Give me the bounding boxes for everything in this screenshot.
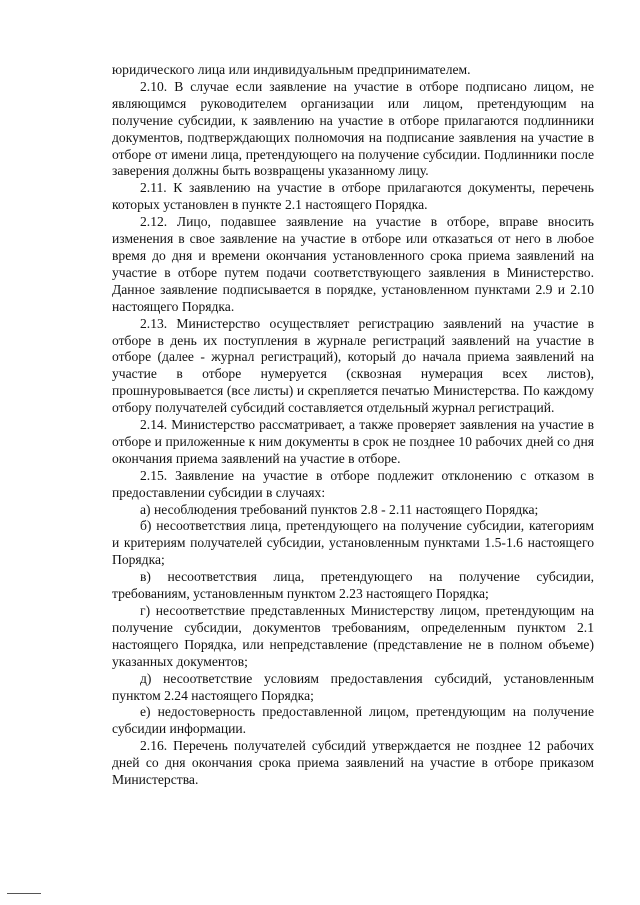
paragraph-2-10: 2.10. В случае если заявление на участие в отборе подписано лицом, не являющимся руководителем организации или лицом, претендующим на получение субсидии, к заявлению на участие в отборе прилагаются подлинники документов, подтверждающих полномочия на подписание заявления на участие в отборе от имени лица, претендующего на получение субсидии. Подлинники после заверения должны быть возвращены указанному лицу. [112,78,594,179]
paragraph-2-16: 2.16. Перечень получателей субсидий утверждается не позднее 12 рабочих дней со дня окончания срока приема заявлений на участие в отборе приказом Министерства. [112,738,594,788]
paragraph-2-14: 2.14. Министерство рассматривает, а также проверяет заявления на участие в отборе и приложенные к ним документы в срок не позднее 10 рабочих дней со дня окончания приема заявлений на участие в отборе. [112,417,594,466]
list-item-d: д) несоответствие условиям предоставления субсидий, установленным пунктом 2.24 настоящего Порядка; [112,670,594,703]
paragraph-2-11: 2.11. К заявлению на участие в отборе прилагаются документы, перечень которых установлен в пункте 2.1 настоящего Порядка. [112,180,594,213]
list-item-g: г) несоответствие представленных Министерству лицом, претендующим на получение субсидии, документов требованиям, определенным пунктом 2.1 настоящего Порядка, или непредставление (представление не в полном объеме) указанных документов; [112,603,594,669]
paragraph-2-12: 2.12. Лицо, подавшее заявление на участие в отборе, вправе вносить изменения в свое заявление на участие в отборе или отказаться от него в любое время до дня и времени окончания установленного срока приема заявлений на участие в отборе путем подачи соответствующего заявления в Министерство. Данное заявление подписывается в порядке, установленном пунктами 2.9 и 2.10 настоящего Порядка. [112,214,594,314]
list-item-a: а) несоблюдения требований пунктов 2.8 - 2.11 настоящего Порядка; [140,501,539,517]
paragraph-continuation: юридического лица или индивидуальным предпринимателем. [112,62,471,77]
paragraph-2-15: 2.15. Заявление на участие в отборе подлежит отклонению с отказом в предоставлении субсидии в случаях: [112,467,594,500]
list-item-e: е) недостоверность предоставленной лицом, претендующим на получение субсидии информации. [112,704,594,737]
list-item-b: б) несоответствия лица, претендующего на получение субсидии, категориям и критериям получателей субсидии, установленным пунктами 1.5-1.6 настоящего Порядка; [112,518,594,568]
footer-divider [7,893,41,894]
document-page [112,62,594,789]
list-item-v: в) несоответствия лица, претендующего на получение субсидии, требованиям, установленным пунктом 2.23 настоящего Порядка; [112,569,594,602]
paragraph-2-13: 2.13. Министерство осуществляет регистрацию заявлений на участие в отборе в день их поступления в журнале регистраций заявлений на участие в отборе (далее - журнал регистраций), который до начала приема заявлений на участие в отборе нумеруется (сквозная нумерация всех листов), прошнуровывается (все листы) и скрепляется печатью Министерства. По каждому отбору получателей субсидий составляется отдельный журнал регистраций. [112,315,594,416]
